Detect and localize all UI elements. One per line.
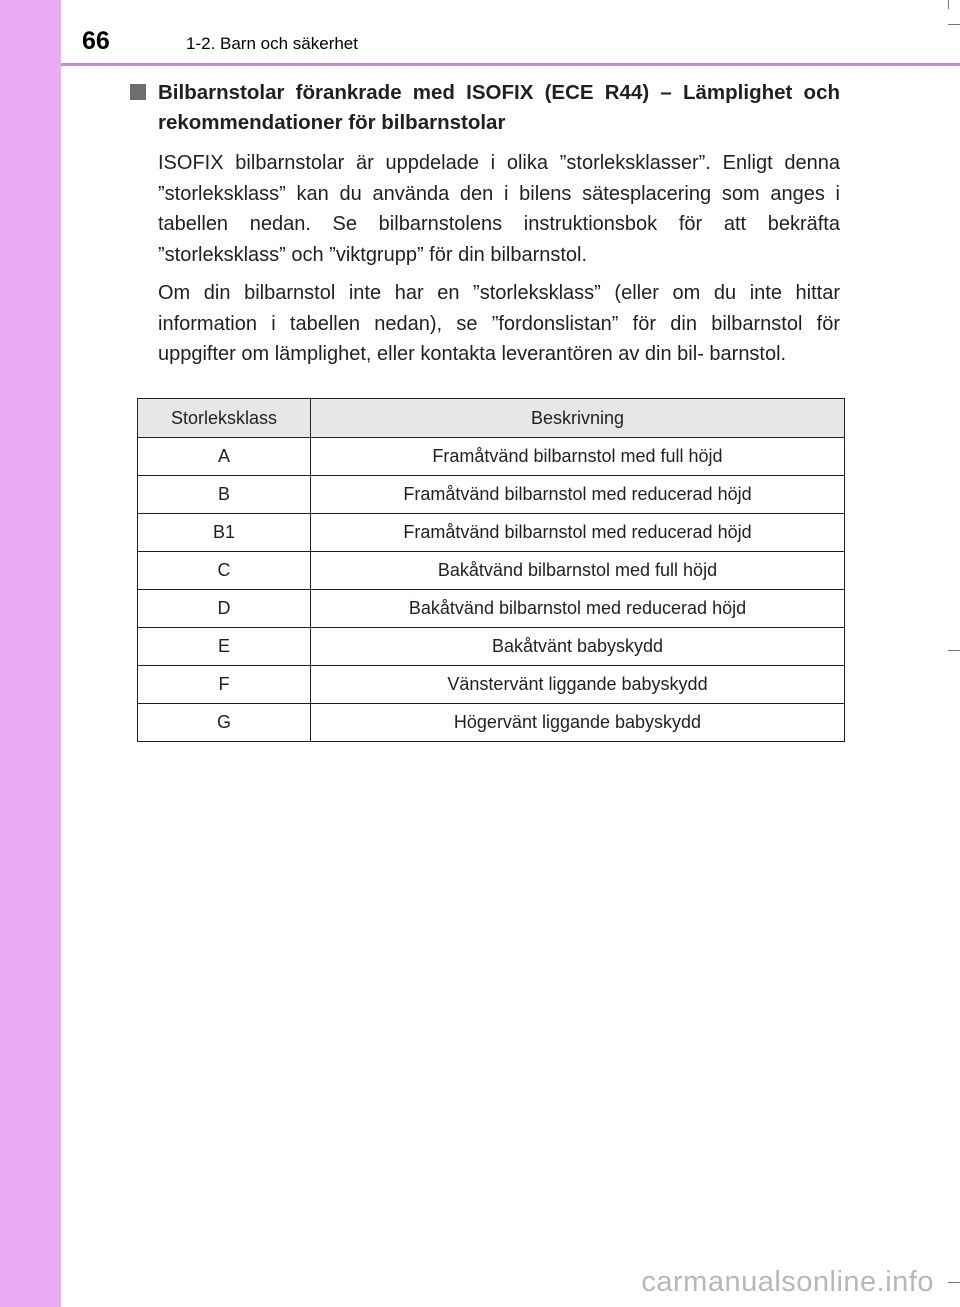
page-number: 66 xyxy=(82,27,110,55)
table-header-row xyxy=(138,399,845,438)
size-class-cell: A xyxy=(138,438,311,476)
crop-mark xyxy=(948,1282,960,1283)
section-title: 1-2. Barn och säkerhet xyxy=(186,34,358,53)
size-class-cell: B1 xyxy=(138,514,311,552)
description-cell: Vänstervänt liggande babyskydd xyxy=(311,666,845,704)
square-bullet-icon xyxy=(130,84,146,100)
header-description: Beskrivning xyxy=(311,399,845,438)
paragraph-vehicle-list: Om din bilbarnstol inte har en ”storleksklass” (eller om du inte hittar information i tabellen nedan), se ”fordonslistan” för din bilbarnstol för uppgifter om lämplighet, eller kontakta leverantören av din bil- barnstol. xyxy=(158,282,840,365)
table-row xyxy=(138,590,845,628)
size-class-cell: B xyxy=(138,476,311,514)
size-class-cell: D xyxy=(138,590,311,628)
chapter-side-band xyxy=(0,0,61,1307)
section-heading xyxy=(130,78,840,138)
header-size-class: Storleksklass xyxy=(138,399,311,438)
table-row xyxy=(138,552,845,590)
crop-mark xyxy=(948,0,949,9)
header-rule xyxy=(61,63,960,66)
table-row xyxy=(138,514,845,552)
description-cell: Bakåtvänd bilbarnstol med reducerad höjd xyxy=(311,590,845,628)
table-row xyxy=(138,666,845,704)
section-heading-text: Bilbarnstolar förankrade med ISOFIX (ECE R44) – Lämplighet och rekommendationer för bilbarnstolar xyxy=(158,81,840,134)
description-cell: Framåtvänd bilbarnstol med reducerad höjd xyxy=(311,514,845,552)
size-class-cell: E xyxy=(138,628,311,666)
paragraph-size-classes: ISOFIX bilbarnstolar är uppdelade i olika ”storleksklasser”. Enligt denna ”storleksklass” kan du använda den i bilens sätesplacering som anges i tabellen nedan. Se bilbarnstolens instruktionsbok för att bekräfta ”storleksklass” och ”viktgrupp” för din bilbarnstol. xyxy=(158,152,840,266)
table-row xyxy=(138,476,845,514)
description-cell: Framåtvänd bilbarnstol med reducerad höjd xyxy=(311,476,845,514)
crop-mark xyxy=(948,650,960,651)
description-cell: Bakåtvänt babyskydd xyxy=(311,628,845,666)
isofix-section xyxy=(130,78,840,370)
description-cell: Högervänt liggande babyskydd xyxy=(311,704,845,742)
table-row xyxy=(138,704,845,742)
size-class-cell: C xyxy=(138,552,311,590)
size-class-cell: G xyxy=(138,704,311,742)
table-row xyxy=(138,628,845,666)
description-cell: Framåtvänd bilbarnstol med full höjd xyxy=(311,438,845,476)
size-class-cell: F xyxy=(138,666,311,704)
watermark: carmanualsonline.info xyxy=(641,1266,934,1298)
description-cell: Bakåtvänd bilbarnstol med full höjd xyxy=(311,552,845,590)
size-class-table xyxy=(137,398,845,742)
crop-mark xyxy=(948,24,960,25)
table-row xyxy=(138,438,845,476)
